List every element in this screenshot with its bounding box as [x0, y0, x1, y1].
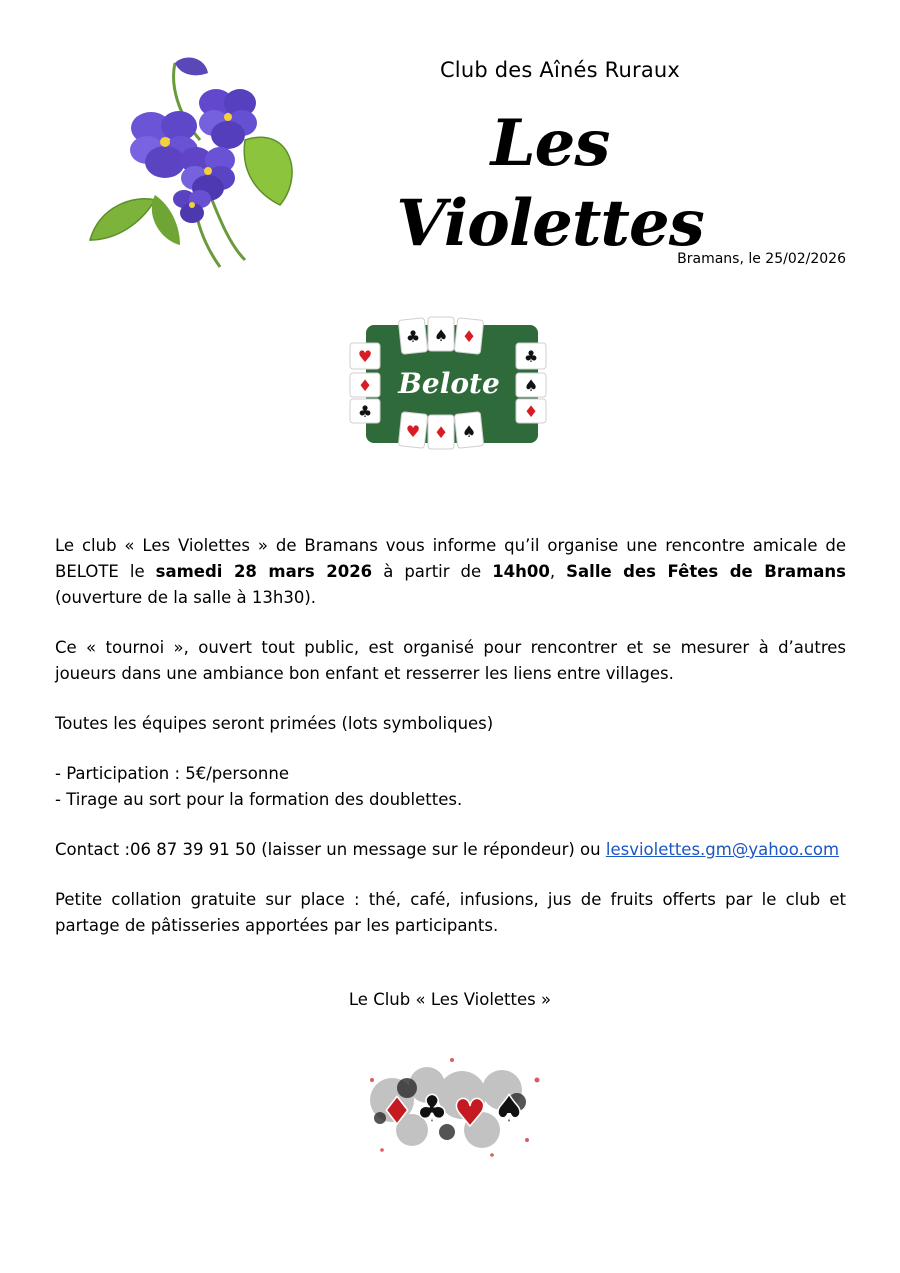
club-name: Club des Aînés Ruraux [439, 58, 681, 82]
event-place: Salle des Fêtes de Bramans [566, 562, 846, 581]
svg-text:♦: ♦ [357, 376, 373, 395]
event-date: samedi 28 mars 2026 [155, 562, 373, 581]
belote-logo-text: Belote [398, 367, 500, 400]
svg-text:♥: ♥ [452, 1091, 488, 1135]
signature: Le Club « Les Violettes » [348, 990, 552, 1009]
paragraph-prizes: Toutes les équipes seront primées (lots symboliques) [55, 714, 494, 733]
event-time: 14h00 [492, 562, 550, 581]
svg-text:♦: ♦ [461, 327, 477, 346]
svg-text:♣: ♣ [357, 402, 373, 421]
svg-text:♠: ♠ [461, 422, 477, 441]
svg-text:♠: ♠ [433, 326, 449, 345]
date-line: Bramans, le 25/02/2026 [677, 251, 846, 267]
svg-text:♣: ♣ [414, 1087, 450, 1131]
club-title: Les Violettes [396, 106, 704, 261]
svg-text:♦: ♦ [523, 402, 539, 421]
svg-text:♥: ♥ [357, 347, 373, 366]
paragraph-snacks: Petite collation gratuite sur place : thé, café, infusions, jus de fruits offerts par le club et partage de pâtisseries apportées par les participants. [55, 890, 846, 935]
svg-text:♣: ♣ [523, 347, 539, 366]
paragraph-tournament: Ce « tournoi », ouvert tout public, est organisé pour rencontrer et se mesurer à d’autres joueurs dans une ambiance bon enfant et resserrer les liens entre villages. [55, 638, 846, 683]
svg-text:♥: ♥ [405, 422, 421, 441]
belote-logo [348, 315, 550, 451]
paragraph-invitation-line2: BELOTE le samedi 28 mars 2026 à partir de 14h00, Salle des Fêtes de Bramans [55, 562, 846, 581]
svg-text:♠: ♠ [523, 376, 539, 395]
svg-text:♦: ♦ [433, 423, 449, 442]
svg-text:♦: ♦ [379, 1089, 415, 1133]
paragraph-contact: Contact :06 87 39 91 50 (laisser un message sur le répondeur) ou lesviolettes.gm@yahoo.com [55, 840, 840, 859]
paragraph-invitation-line3: (ouverture de la salle à 13h30). [55, 588, 317, 607]
list-item: - Tirage au sort pour la formation des doublettes. [55, 790, 463, 809]
contact-email-link[interactable]: lesviolettes.gm@yahoo.com [605, 840, 840, 859]
letter-body [55, 533, 846, 939]
paragraph-invitation: Le club « Les Violettes » de Bramans vous informe qu’il organise une rencontre amicale de [55, 536, 846, 555]
violet-flower-illustration [80, 45, 310, 280]
svg-text:♠: ♠ [491, 1087, 527, 1131]
list-item: - Participation : 5€/personne [55, 764, 289, 783]
svg-text:♣: ♣ [405, 327, 421, 346]
card-suits-illustration [352, 1040, 552, 1175]
